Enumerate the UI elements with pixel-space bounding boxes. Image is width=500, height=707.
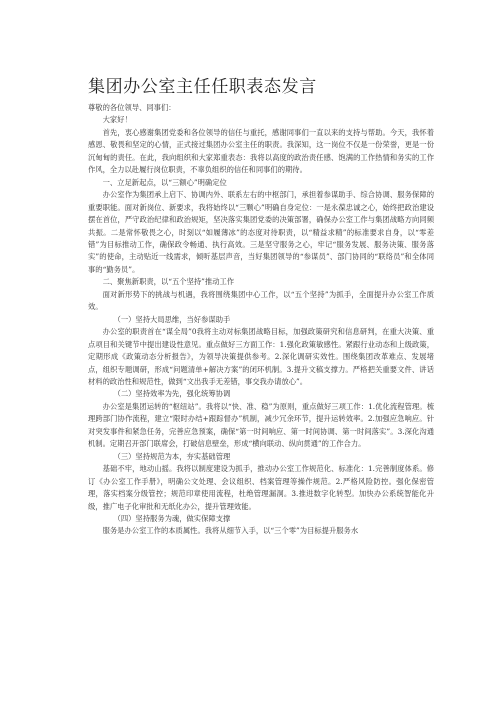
- paragraph: 首先，衷心感谢集团党委和各位领导的信任与重托，感谢同事们一直以来的支持与帮助。今天，我怀着感恩、敬畏和坚定的心情，正式接过集团办公室主任的职责。我深知，这一岗位不仅是一份荣誉，更是一份沉甸甸的责任。在此，我向组织和大家郑重表态：我将以高度的政治责任感、饱满的工作热情和务实的工作作风，全力以赴履行岗位职责，不辜负组织的信任和同事们的期待。: [88, 127, 434, 175]
- subsection-heading: （一）坚持大局思维，当好参谋助手: [113, 314, 231, 324]
- paragraph: 一、立足新起点，以“三额心”明确定位: [102, 177, 227, 187]
- paragraph: 面对新形势下的挑战与机遇，我将围绕集团中心工作，以“五个坚持”为抓手，全面提升办公室工作质效。: [88, 289, 434, 312]
- document-title: 集团办公室主任任职表态发言: [88, 77, 317, 97]
- paragraph: 办公室的职责首在“谋全局”0我将主动对标集团战略目标，加强政策研究和信息研判，在重大决策、重点项目和关键节中提出建设性意见。重点做好三方面工作：1.强化政策敏感性。紧跟行业动态和上级政策，定期形成《政策动态分析报告》，为领导决策提供参考。2.深化调研实效性。围绕集团改革难点、发展堵点，组织专题调研，形成“问题清单+解决方案”的闭环机制。3.提升文稿支撑力。严格把关重要文件、讲话材料的政治性和规范性，做到“文出我手无差错，事交我办请放心”。: [88, 327, 434, 386]
- paragraph: 服务是办公室工作的本质属性。我将从细节入手，以“三个零”为目标提升服务水: [102, 526, 359, 536]
- subsection-heading: （二）坚持效率为先，强化统筹协调: [113, 389, 231, 399]
- subsection-heading: （三）坚持规范为本，夯实基础管理: [113, 451, 231, 461]
- paragraph: 办公室作为集团承上启下、协调内外、联系左右的中枢部门，承担着参谋助手、综合协调、服务保障的重要职能。面对新岗位、新要求，我将始终以“三颗心”明确自身定位：一是永葆忠诚之心，始终把政治建设摆在首位，严守政治纪律和政治规矩，坚决落实集团党委的决策部署，确保办公室工作与集团战略方向同频共振。二是常怀敬畏之心，时刻以“如履薄冰”的态度对待职责，以“精益求精”的标准要求自身，以“零差错”为目标推动工作，确保政令畅通、执行高效。三是坚守服务之心，牢记“服务发展、服务决策、服务落实”的使命，主动贴近一线需求，倾听基层声音，当好集团领导的“参谋员”、部门协同的“联络员”和全体同事的“勤务员”。: [88, 190, 434, 274]
- salutation: 尊敬的各位领导、同事们：: [88, 103, 176, 112]
- paragraph: 二、聚焦新职责，以“五个坚持”推动工作: [102, 277, 235, 287]
- document-body: [88, 102, 434, 538]
- paragraph: 基础不牢，地动山摇。我将以制度建设为抓手，推动办公室工作规范化、标准化：1.完善制度体系。修订《办公室工作手册》，明确公文处理、会议组织、档案管理等操作规范。2.严格风险防控。强化保密管理，落实档案分级管控；规范印章使用流程，杜绝管理漏洞。3.推进数字化转型。加快办公系统智能化升级，推广电子化审批和无纸化办公，提升管理效能。: [88, 464, 434, 511]
- paragraph: 办公室是集团运转的“枢纽站”。我将以“快、准、稳”为原则，重点做好三项工作：1.优化流程管理。梳理跨部门协作流程，建立“限时办结+跟踪督办”机制，减少冗余环节，提升运转效率。2.加强应急响应。针对突发事件和紧急任务，完善应急预案，确保“第一时间响应、第一时间协调、第一时间落实”。3.深化沟通机制。定期召开部门联席会，打破信息壁垒，形成“横向联动、纵向贯通”的工作合力。: [88, 401, 434, 449]
- subsection-heading: （四）坚持服务为魂，做实保障支撑: [113, 513, 231, 523]
- paragraph-list: [88, 114, 434, 537]
- paragraph: 大家好！: [102, 115, 132, 125]
